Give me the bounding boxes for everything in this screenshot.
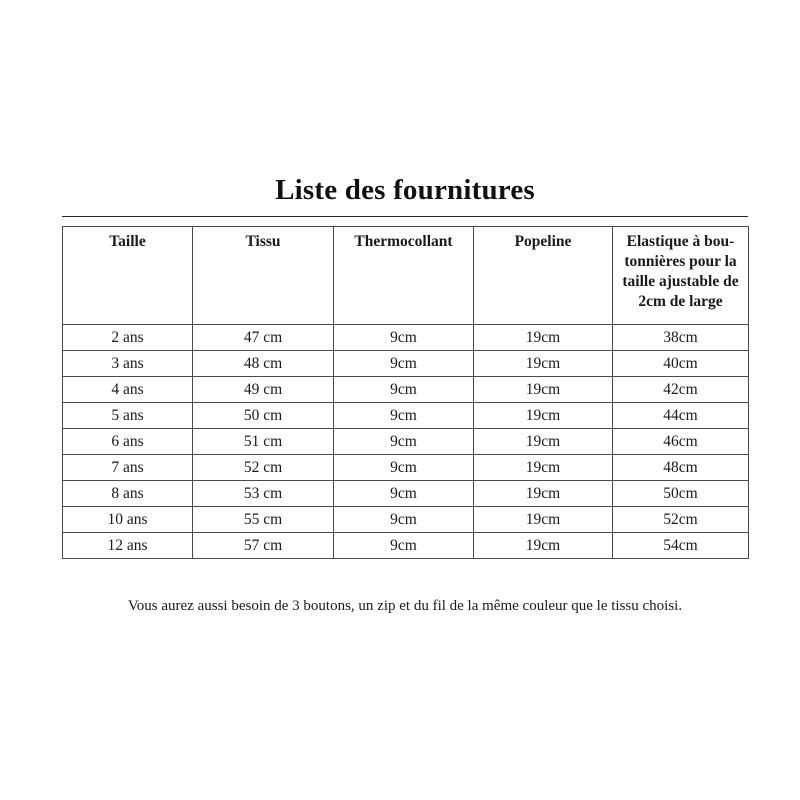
cell-tissu: 48 cm <box>193 351 334 377</box>
cell-thermocollant: 9cm <box>334 429 474 455</box>
table-header-row <box>63 227 749 325</box>
cell-taille: 3 ans <box>63 351 193 377</box>
cell-tissu: 53 cm <box>193 481 334 507</box>
table-body <box>63 325 749 559</box>
cell-tissu: 57 cm <box>193 533 334 559</box>
cell-popeline: 19cm <box>474 403 613 429</box>
cell-taille: 10 ans <box>63 507 193 533</box>
page-title: Liste des fournitures <box>275 174 535 206</box>
cell-elastique: 44cm <box>613 403 749 429</box>
supplies-sheet <box>62 172 748 632</box>
cell-popeline: 19cm <box>474 507 613 533</box>
cell-thermocollant: 9cm <box>334 533 474 559</box>
column-header-popeline: Popeline <box>474 227 613 325</box>
cell-elastique: 38cm <box>613 325 749 351</box>
cell-taille: 5 ans <box>63 403 193 429</box>
table-header <box>63 227 749 325</box>
cell-popeline: 19cm <box>474 455 613 481</box>
table-row <box>63 377 749 403</box>
column-header-elastique-rest: à boutonnières pour la taille ajustable de 2cm de large <box>622 233 739 310</box>
cell-tissu: 49 cm <box>193 377 334 403</box>
table-row <box>63 351 749 377</box>
cell-thermocollant: 9cm <box>334 507 474 533</box>
footnote-text: Vous aurez aussi besoin de 3 boutons, un zip et du fil de la même couleur que le tissu choisi. <box>127 598 683 615</box>
table-row <box>63 507 749 533</box>
cell-taille: 8 ans <box>63 481 193 507</box>
column-header-elastique-lead: Elastique <box>626 233 689 251</box>
cell-thermocollant: 9cm <box>334 325 474 351</box>
cell-elastique: 52cm <box>613 507 749 533</box>
cell-popeline: 19cm <box>474 481 613 507</box>
cell-elastique: 50cm <box>613 481 749 507</box>
table-row <box>63 455 749 481</box>
table-row <box>63 403 749 429</box>
cell-tissu: 55 cm <box>193 507 334 533</box>
table-row <box>63 533 749 559</box>
cell-taille: 2 ans <box>63 325 193 351</box>
cell-thermocollant: 9cm <box>334 455 474 481</box>
table-row <box>63 481 749 507</box>
cell-elastique: 48cm <box>613 455 749 481</box>
cell-popeline: 19cm <box>474 351 613 377</box>
cell-popeline: 19cm <box>474 377 613 403</box>
cell-elastique: 40cm <box>613 351 749 377</box>
column-header-tissu: Tissu <box>193 227 334 325</box>
cell-tissu: 52 cm <box>193 455 334 481</box>
cell-taille: 6 ans <box>63 429 193 455</box>
cell-tissu: 47 cm <box>193 325 334 351</box>
cell-thermocollant: 9cm <box>334 481 474 507</box>
cell-popeline: 19cm <box>474 429 613 455</box>
column-header-thermocollant: Thermocollant <box>334 227 474 325</box>
cell-thermocollant: 9cm <box>334 351 474 377</box>
cell-taille: 4 ans <box>63 377 193 403</box>
supplies-table <box>62 226 749 559</box>
column-header-elastique <box>613 227 749 325</box>
cell-tissu: 50 cm <box>193 403 334 429</box>
table-row <box>63 325 749 351</box>
cell-popeline: 19cm <box>474 533 613 559</box>
cell-tissu: 51 cm <box>193 429 334 455</box>
cell-taille: 7 ans <box>63 455 193 481</box>
cell-elastique: 46cm <box>613 429 749 455</box>
table-row <box>63 429 749 455</box>
cell-popeline: 19cm <box>474 325 613 351</box>
cell-elastique: 54cm <box>613 533 749 559</box>
cell-thermocollant: 9cm <box>334 377 474 403</box>
column-header-taille: Taille <box>63 227 193 325</box>
cell-thermocollant: 9cm <box>334 403 474 429</box>
title-divider <box>62 216 748 217</box>
cell-taille: 12 ans <box>63 533 193 559</box>
cell-elastique: 42cm <box>613 377 749 403</box>
